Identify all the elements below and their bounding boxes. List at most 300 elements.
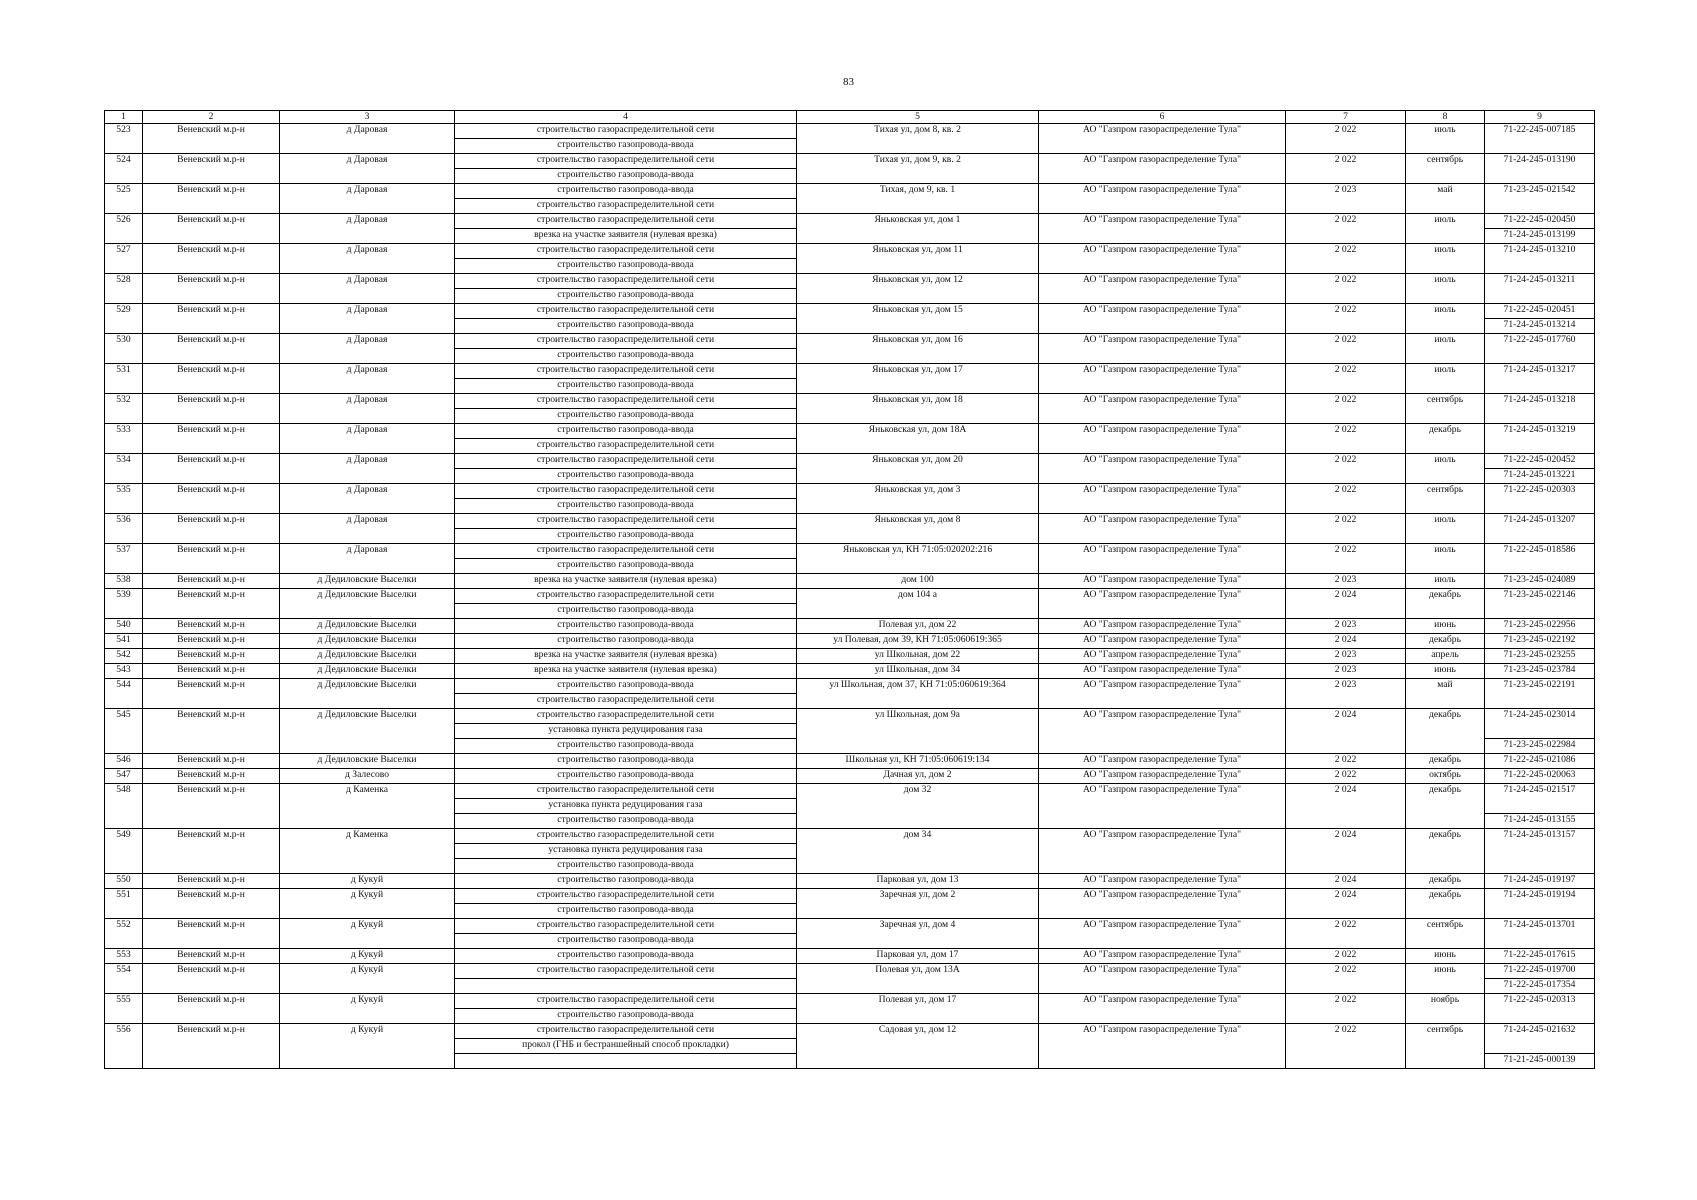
row-number: 548 <box>105 784 143 829</box>
work-type-cell: строительство газораспределительной сети <box>455 829 797 844</box>
district-cell: Веневский м.р-н <box>143 544 280 574</box>
settlement-cell: д Даровая <box>280 484 455 514</box>
work-type-cell: строительство газопровода-ввода <box>455 769 797 784</box>
work-type-cell: строительство газораспределительной сети <box>455 994 797 1009</box>
year-cell: 2 022 <box>1286 964 1406 994</box>
application-number-cell: 71-24-245-023014 <box>1485 709 1595 724</box>
table-row <box>105 709 1595 724</box>
month-cell: июнь <box>1406 949 1485 964</box>
settlement-cell: д Дедиловские Выселки <box>280 754 455 769</box>
organization-cell: АО "Газпром газораспределение Тула" <box>1039 394 1286 424</box>
work-type-cell: установка пункта редуцирования газа <box>455 844 797 859</box>
application-number-cell <box>1485 559 1595 574</box>
work-type-cell: строительство газопровода-ввода <box>455 619 797 634</box>
settlement-cell: д Каменка <box>280 829 455 874</box>
work-type-cell: строительство газораспределительной сети <box>455 214 797 229</box>
table-row <box>105 664 1595 679</box>
header-row <box>105 111 1595 124</box>
row-number: 538 <box>105 574 143 589</box>
organization-cell: АО "Газпром газораспределение Тула" <box>1039 649 1286 664</box>
application-number-cell: 71-22-245-020063 <box>1485 769 1595 784</box>
work-type-cell: строительство газопровода-ввода <box>455 679 797 694</box>
settlement-cell: д Даровая <box>280 544 455 574</box>
table-row <box>105 679 1595 694</box>
table-row <box>105 154 1595 169</box>
application-number-cell <box>1485 259 1595 274</box>
work-type-cell: строительство газопровода-ввода <box>455 379 797 394</box>
year-cell: 2 022 <box>1286 214 1406 244</box>
settlement-cell: д Даровая <box>280 184 455 214</box>
organization-cell: АО "Газпром газораспределение Тула" <box>1039 484 1286 514</box>
row-number: 547 <box>105 769 143 784</box>
work-type-cell: строительство газораспределительной сети <box>455 439 797 454</box>
month-cell: декабрь <box>1406 424 1485 454</box>
work-type-cell: установка пункта редуцирования газа <box>455 799 797 814</box>
month-cell: июнь <box>1406 619 1485 634</box>
month-cell: декабрь <box>1406 634 1485 649</box>
row-number: 525 <box>105 184 143 214</box>
address-cell: дом 32 <box>797 784 1039 829</box>
table-row <box>105 394 1595 409</box>
work-type-cell: строительство газопровода-ввода <box>455 349 797 364</box>
application-number-cell <box>1485 139 1595 154</box>
application-number-cell: 71-23-245-022191 <box>1485 679 1595 694</box>
table-row <box>105 364 1595 379</box>
work-type-cell: строительство газопровода-ввода <box>455 739 797 754</box>
year-cell: 2 022 <box>1286 919 1406 949</box>
district-cell: Веневский м.р-н <box>143 1024 280 1069</box>
work-type-cell: строительство газораспределительной сети <box>455 199 797 214</box>
application-number-cell: 71-23-245-022956 <box>1485 619 1595 634</box>
application-number-cell: 71-24-245-013221 <box>1485 469 1595 484</box>
district-cell: Веневский м.р-н <box>143 784 280 829</box>
column-header: 3 <box>280 111 455 124</box>
organization-cell: АО "Газпром газораспределение Тула" <box>1039 994 1286 1024</box>
table-row <box>105 754 1595 769</box>
row-number: 539 <box>105 589 143 619</box>
table-row <box>105 514 1595 529</box>
district-cell: Веневский м.р-н <box>143 244 280 274</box>
work-type-cell: строительство газопровода-ввода <box>455 319 797 334</box>
year-cell: 2 022 <box>1286 754 1406 769</box>
row-number: 546 <box>105 754 143 769</box>
organization-cell: АО "Газпром газораспределение Тула" <box>1039 919 1286 949</box>
month-cell: июль <box>1406 124 1485 154</box>
application-number-cell: 71-24-245-013211 <box>1485 274 1595 289</box>
application-number-cell: 71-23-245-022192 <box>1485 634 1595 649</box>
district-cell: Веневский м.р-н <box>143 124 280 154</box>
address-cell: Яньковская ул, дом 18А <box>797 424 1039 454</box>
address-cell: Яньковская ул, дом 20 <box>797 454 1039 484</box>
work-type-cell: прокол (ГНБ и бестраншейный способ прокладки) <box>455 1039 797 1054</box>
organization-cell: АО "Газпром газораспределение Тула" <box>1039 589 1286 619</box>
year-cell: 2 022 <box>1286 364 1406 394</box>
address-cell: Заречная ул, дом 2 <box>797 889 1039 919</box>
settlement-cell: д Даровая <box>280 334 455 364</box>
row-number: 528 <box>105 274 143 304</box>
work-type-cell: строительство газопровода-ввода <box>455 874 797 889</box>
row-number: 550 <box>105 874 143 889</box>
year-cell: 2 024 <box>1286 829 1406 874</box>
year-cell: 2 023 <box>1286 679 1406 709</box>
application-number-cell: 71-22-245-020313 <box>1485 994 1595 1009</box>
work-type-cell: строительство газопровода-ввода <box>455 559 797 574</box>
address-cell: Яньковская ул, дом 18 <box>797 394 1039 424</box>
table-row <box>105 619 1595 634</box>
organization-cell: АО "Газпром газораспределение Тула" <box>1039 769 1286 784</box>
month-cell: июль <box>1406 304 1485 334</box>
work-type-cell: строительство газопровода-ввода <box>455 1009 797 1024</box>
work-type-cell: врезка на участке заявителя (нулевая врезка) <box>455 574 797 589</box>
application-number-cell: 71-23-245-023784 <box>1485 664 1595 679</box>
address-cell: Яньковская ул, дом 11 <box>797 244 1039 274</box>
year-cell: 2 022 <box>1286 154 1406 184</box>
application-number-cell: 71-22-245-017615 <box>1485 949 1595 964</box>
district-cell: Веневский м.р-н <box>143 394 280 424</box>
district-cell: Веневский м.р-н <box>143 709 280 754</box>
district-cell: Веневский м.р-н <box>143 889 280 919</box>
application-number-cell: 71-23-245-024089 <box>1485 574 1595 589</box>
month-cell: октябрь <box>1406 769 1485 784</box>
table-row <box>105 874 1595 889</box>
work-type-cell: строительство газопровода-ввода <box>455 859 797 874</box>
address-cell: Парковая ул, дом 17 <box>797 949 1039 964</box>
year-cell: 2 023 <box>1286 664 1406 679</box>
district-cell: Веневский м.р-н <box>143 214 280 244</box>
year-cell: 2 022 <box>1286 124 1406 154</box>
month-cell: сентябрь <box>1406 919 1485 949</box>
month-cell: июль <box>1406 544 1485 574</box>
district-cell: Веневский м.р-н <box>143 664 280 679</box>
work-type-cell <box>455 979 797 994</box>
table-row <box>105 829 1595 844</box>
month-cell: июль <box>1406 274 1485 304</box>
page-number: 83 <box>843 76 854 88</box>
row-number: 530 <box>105 334 143 364</box>
work-type-cell: строительство газораспределительной сети <box>455 589 797 604</box>
year-cell: 2 022 <box>1286 274 1406 304</box>
year-cell: 2 024 <box>1286 889 1406 919</box>
work-type-cell: строительство газопровода-ввода <box>455 904 797 919</box>
work-type-cell: строительство газораспределительной сети <box>455 544 797 559</box>
row-number: 523 <box>105 124 143 154</box>
district-cell: Веневский м.р-н <box>143 154 280 184</box>
organization-cell: АО "Газпром газораспределение Тула" <box>1039 544 1286 574</box>
organization-cell: АО "Газпром газораспределение Тула" <box>1039 364 1286 394</box>
table-row <box>105 334 1595 349</box>
settlement-cell: д Даровая <box>280 364 455 394</box>
district-cell: Веневский м.р-н <box>143 919 280 949</box>
table-row <box>105 454 1595 469</box>
settlement-cell: д Дедиловские Выселки <box>280 634 455 649</box>
column-header: 8 <box>1406 111 1485 124</box>
address-cell: дом 100 <box>797 574 1039 589</box>
work-type-cell: строительство газораспределительной сети <box>455 244 797 259</box>
month-cell: ноябрь <box>1406 994 1485 1024</box>
row-number: 552 <box>105 919 143 949</box>
register-body <box>105 124 1595 1069</box>
application-number-cell <box>1485 169 1595 184</box>
address-cell: Садовая ул, дом 12 <box>797 1024 1039 1069</box>
address-cell: дом 34 <box>797 829 1039 874</box>
table-row <box>105 769 1595 784</box>
work-type-cell: строительство газопровода-ввода <box>455 289 797 304</box>
address-cell: Дачная ул, дом 2 <box>797 769 1039 784</box>
table-row <box>105 1024 1595 1039</box>
work-type-cell: врезка на участке заявителя (нулевая врезка) <box>455 229 797 244</box>
table-row <box>105 214 1595 229</box>
table-row <box>105 964 1595 979</box>
work-type-cell: строительство газораспределительной сети <box>455 154 797 169</box>
year-cell: 2 022 <box>1286 424 1406 454</box>
settlement-cell: д Кукуй <box>280 994 455 1024</box>
work-type-cell: строительство газораспределительной сети <box>455 964 797 979</box>
row-number: 524 <box>105 154 143 184</box>
district-cell: Веневский м.р-н <box>143 484 280 514</box>
organization-cell: АО "Газпром газораспределение Тула" <box>1039 424 1286 454</box>
table-row <box>105 424 1595 439</box>
organization-cell: АО "Газпром газораспределение Тула" <box>1039 889 1286 919</box>
settlement-cell: д Даровая <box>280 154 455 184</box>
district-cell: Веневский м.р-н <box>143 454 280 484</box>
district-cell: Веневский м.р-н <box>143 589 280 619</box>
settlement-cell: д Дедиловские Выселки <box>280 664 455 679</box>
year-cell: 2 024 <box>1286 784 1406 829</box>
application-number-cell: 71-24-245-013217 <box>1485 364 1595 379</box>
district-cell: Веневский м.р-н <box>143 829 280 874</box>
district-cell: Веневский м.р-н <box>143 679 280 709</box>
application-number-cell <box>1485 604 1595 619</box>
application-number-cell <box>1485 379 1595 394</box>
row-number: 544 <box>105 679 143 709</box>
table-row <box>105 574 1595 589</box>
column-header: 4 <box>455 111 797 124</box>
work-type-cell: строительство газораспределительной сети <box>455 709 797 724</box>
settlement-cell: д Даровая <box>280 394 455 424</box>
application-number-cell: 71-22-245-017760 <box>1485 334 1595 349</box>
month-cell: апрель <box>1406 649 1485 664</box>
settlement-cell: д Даровая <box>280 214 455 244</box>
application-number-cell: 71-22-245-020450 <box>1485 214 1595 229</box>
row-number: 529 <box>105 304 143 334</box>
work-type-cell: строительство газопровода-ввода <box>455 184 797 199</box>
year-cell: 2 022 <box>1286 304 1406 334</box>
row-number: 526 <box>105 214 143 244</box>
application-number-cell: 71-22-245-021086 <box>1485 754 1595 769</box>
application-number-cell <box>1485 904 1595 919</box>
work-type-cell: строительство газораспределительной сети <box>455 304 797 319</box>
application-number-cell: 71-24-245-021632 <box>1485 1024 1595 1039</box>
work-type-cell: строительство газопровода-ввода <box>455 409 797 424</box>
district-cell: Веневский м.р-н <box>143 649 280 664</box>
address-cell: Яньковская ул, дом 1 <box>797 214 1039 244</box>
application-number-cell: 71-22-245-020451 <box>1485 304 1595 319</box>
organization-cell: АО "Газпром газораспределение Тула" <box>1039 184 1286 214</box>
table-row <box>105 244 1595 259</box>
district-cell: Веневский м.р-н <box>143 304 280 334</box>
column-header: 2 <box>143 111 280 124</box>
work-type-cell: установка пункта редуцирования газа <box>455 724 797 739</box>
organization-cell: АО "Газпром газораспределение Тула" <box>1039 214 1286 244</box>
application-number-cell: 71-24-245-013207 <box>1485 514 1595 529</box>
settlement-cell: д Даровая <box>280 454 455 484</box>
application-number-cell <box>1485 199 1595 214</box>
application-number-cell: 71-22-245-019700 <box>1485 964 1595 979</box>
row-number: 531 <box>105 364 143 394</box>
work-type-cell: врезка на участке заявителя (нулевая врезка) <box>455 664 797 679</box>
table-row <box>105 949 1595 964</box>
work-type-cell: строительство газораспределительной сети <box>455 1024 797 1039</box>
year-cell: 2 024 <box>1286 589 1406 619</box>
address-cell: ул Школьная, дом 9а <box>797 709 1039 754</box>
address-cell: Яньковская ул, дом 8 <box>797 514 1039 544</box>
organization-cell: АО "Газпром газораспределение Тула" <box>1039 829 1286 874</box>
month-cell: июль <box>1406 454 1485 484</box>
address-cell: Яньковская ул, дом 16 <box>797 334 1039 364</box>
month-cell: декабрь <box>1406 889 1485 919</box>
district-cell: Веневский м.р-н <box>143 574 280 589</box>
address-cell: Школьная ул, КН 71:05:060619:134 <box>797 754 1039 769</box>
district-cell: Веневский м.р-н <box>143 424 280 454</box>
work-type-cell: строительство газопровода-ввода <box>455 469 797 484</box>
application-number-cell: 71-24-245-013199 <box>1485 229 1595 244</box>
column-header: 7 <box>1286 111 1406 124</box>
settlement-cell: д Дедиловские Выселки <box>280 574 455 589</box>
work-type-cell: строительство газораспределительной сети <box>455 514 797 529</box>
application-number-cell: 71-24-245-019194 <box>1485 889 1595 904</box>
settlement-cell: д Даровая <box>280 514 455 544</box>
year-cell: 2 022 <box>1286 994 1406 1024</box>
month-cell: июль <box>1406 514 1485 544</box>
organization-cell: АО "Газпром газораспределение Тула" <box>1039 154 1286 184</box>
work-type-cell: строительство газораспределительной сети <box>455 124 797 139</box>
application-number-cell <box>1485 694 1595 709</box>
year-cell: 2 022 <box>1286 334 1406 364</box>
row-number: 553 <box>105 949 143 964</box>
month-cell: май <box>1406 184 1485 214</box>
address-cell: ул Полевая, дом 39, КН 71:05:060619:365 <box>797 634 1039 649</box>
settlement-cell: д Дедиловские Выселки <box>280 709 455 754</box>
application-number-cell: 71-24-245-019197 <box>1485 874 1595 889</box>
district-cell: Веневский м.р-н <box>143 274 280 304</box>
address-cell: Яньковская ул, дом 15 <box>797 304 1039 334</box>
address-cell: Тихая, дом 9, кв. 1 <box>797 184 1039 214</box>
month-cell: декабрь <box>1406 709 1485 754</box>
work-type-cell: строительство газораспределительной сети <box>455 889 797 904</box>
application-number-cell: 71-24-245-013701 <box>1485 919 1595 934</box>
work-type-cell: строительство газопровода-ввода <box>455 934 797 949</box>
organization-cell: АО "Газпром газораспределение Тула" <box>1039 874 1286 889</box>
address-cell: Яньковская ул, дом 3 <box>797 484 1039 514</box>
column-header: 6 <box>1039 111 1286 124</box>
application-number-cell: 71-24-245-013214 <box>1485 319 1595 334</box>
row-number: 542 <box>105 649 143 664</box>
district-cell: Веневский м.р-н <box>143 949 280 964</box>
work-type-cell: строительство газораспределительной сети <box>455 454 797 469</box>
application-number-cell <box>1485 859 1595 874</box>
year-cell: 2 023 <box>1286 619 1406 634</box>
address-cell: Яньковская ул, КН 71:05:020202:216 <box>797 544 1039 574</box>
table-row <box>105 994 1595 1009</box>
row-number: 554 <box>105 964 143 994</box>
work-type-cell: строительство газопровода-ввода <box>455 424 797 439</box>
application-number-cell <box>1485 409 1595 424</box>
year-cell: 2 022 <box>1286 244 1406 274</box>
address-cell: Полевая ул, дом 17 <box>797 994 1039 1024</box>
table-row <box>105 124 1595 139</box>
year-cell: 2 024 <box>1286 634 1406 649</box>
settlement-cell: д Даровая <box>280 424 455 454</box>
application-number-cell: 71-24-245-021517 <box>1485 784 1595 799</box>
district-cell: Веневский м.р-н <box>143 874 280 889</box>
year-cell: 2 022 <box>1286 1024 1406 1069</box>
year-cell: 2 022 <box>1286 769 1406 784</box>
application-number-cell: 71-24-245-013210 <box>1485 244 1595 259</box>
settlement-cell: д Кукуй <box>280 874 455 889</box>
row-number: 555 <box>105 994 143 1024</box>
district-cell: Веневский м.р-н <box>143 364 280 394</box>
settlement-cell: д Даровая <box>280 304 455 334</box>
month-cell: декабрь <box>1406 784 1485 829</box>
work-type-cell: строительство газопровода-ввода <box>455 814 797 829</box>
year-cell: 2 024 <box>1286 709 1406 754</box>
settlement-cell: д Залесово <box>280 769 455 784</box>
row-number: 527 <box>105 244 143 274</box>
application-number-cell <box>1485 934 1595 949</box>
address-cell: ул Школьная, дом 22 <box>797 649 1039 664</box>
district-cell: Веневский м.р-н <box>143 754 280 769</box>
organization-cell: АО "Газпром газораспределение Тула" <box>1039 709 1286 754</box>
settlement-cell: д Дедиловские Выселки <box>280 679 455 709</box>
month-cell: сентябрь <box>1406 484 1485 514</box>
application-number-cell: 71-21-245-000139 <box>1485 1054 1595 1069</box>
work-type-cell: строительство газопровода-ввода <box>455 604 797 619</box>
application-number-cell <box>1485 439 1595 454</box>
organization-cell: АО "Газпром газораспределение Тула" <box>1039 574 1286 589</box>
application-number-cell: 71-22-245-007185 <box>1485 124 1595 139</box>
settlement-cell: д Кукуй <box>280 889 455 919</box>
organization-cell: АО "Газпром газораспределение Тула" <box>1039 784 1286 829</box>
settlement-cell: д Даровая <box>280 124 455 154</box>
table-row <box>105 484 1595 499</box>
year-cell: 2 022 <box>1286 949 1406 964</box>
year-cell: 2 022 <box>1286 544 1406 574</box>
table-row <box>105 634 1595 649</box>
organization-cell: АО "Газпром газораспределение Тула" <box>1039 619 1286 634</box>
year-cell: 2 023 <box>1286 649 1406 664</box>
table-row <box>105 184 1595 199</box>
application-number-cell <box>1485 289 1595 304</box>
organization-cell: АО "Газпром газораспределение Тула" <box>1039 949 1286 964</box>
work-type-cell: строительство газопровода-ввода <box>455 949 797 964</box>
organization-cell: АО "Газпром газораспределение Тула" <box>1039 274 1286 304</box>
work-type-cell <box>455 1054 797 1069</box>
address-cell: дом 104 а <box>797 589 1039 619</box>
year-cell: 2 022 <box>1286 394 1406 424</box>
row-number: 537 <box>105 544 143 574</box>
application-number-cell: 71-22-245-020303 <box>1485 484 1595 499</box>
row-number: 540 <box>105 619 143 634</box>
row-number: 556 <box>105 1024 143 1069</box>
gasification-register-table <box>104 110 1595 1069</box>
work-type-cell: строительство газораспределительной сети <box>455 484 797 499</box>
organization-cell: АО "Газпром газораспределение Тула" <box>1039 304 1286 334</box>
month-cell: декабрь <box>1406 874 1485 889</box>
address-cell: Тихая ул, дом 8, кв. 2 <box>797 124 1039 154</box>
district-cell: Веневский м.р-н <box>143 769 280 784</box>
month-cell: май <box>1406 679 1485 709</box>
application-number-cell: 71-24-245-013155 <box>1485 814 1595 829</box>
